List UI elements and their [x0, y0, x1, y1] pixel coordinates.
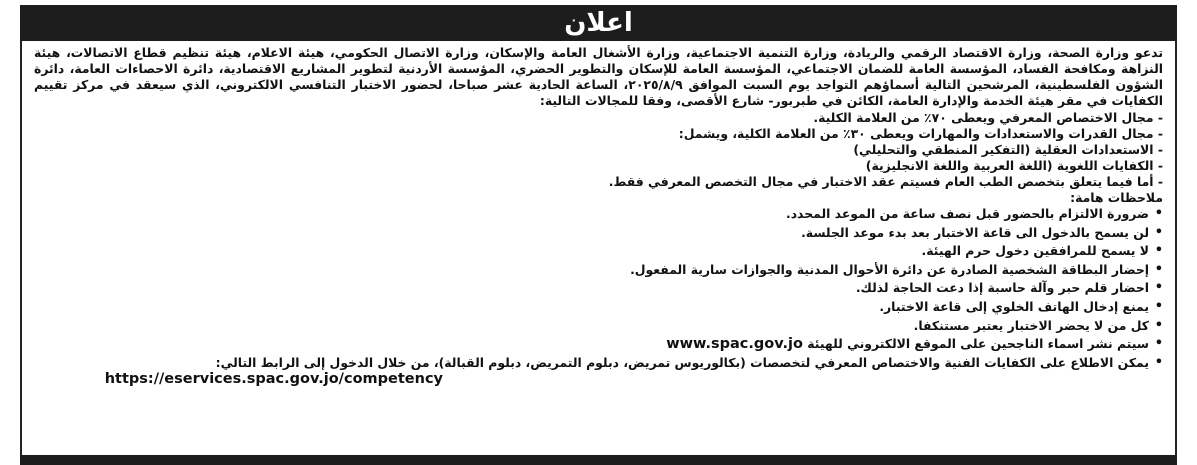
website-link[interactable]: www.spac.gov.jo: [666, 336, 803, 353]
field-item: - مجال الاختصاص المعرفي ويعطى ٧٠٪ من العلامة الكلية.: [34, 110, 1163, 126]
notes-list: [34, 206, 1163, 371]
note-item: • كل من لا يحضر الاختبار يعتبر مستنكفا.: [34, 318, 1163, 334]
announcement-title-bar: [20, 5, 1177, 41]
field-item: - مجال القدرات والاستعدادات والمهارات ويعطى ٣٠٪ من العلامة الكلية، ويشمل:: [34, 126, 1163, 142]
note-item: • إحضار البطاقة الشخصية الصادرة عن دائرة الأحوال المدنية والجوازات سارية المفعول.: [34, 262, 1163, 278]
field-item: - الاستعدادات العقلية (التفكير المنطقي والتحليلي): [34, 142, 1163, 158]
announcement-title: اعلان: [564, 8, 633, 38]
note-item: • يمنع إدخال الهاتف الخلوي إلى قاعة الاختبار.: [34, 299, 1163, 315]
announcement-body: [34, 45, 1163, 387]
note-item-website: [34, 336, 1163, 352]
field-item: - أما فيما يتعلق بتخصص الطب العام فسيتم عقد الاختبار في مجال التخصص المعرفي فقط.: [34, 174, 1163, 190]
website-note-text: سيتم نشر اسماء الناجحين على الموقع الالكتروني للهيئة: [807, 336, 1149, 352]
note-item: • يمكن الاطلاع على الكفايات الفنية والاختصاص المعرفي لتخصصات (بكالوريوس تمريض، دبلوم التمريض، دبلوم القبالة)، من خلال الدخول إلى الرابط التالي:: [34, 355, 1163, 371]
note-item: • احضار قلم حبر وآلة حاسبة إذا دعت الحاجة لذلك.: [34, 280, 1163, 296]
note-item: • لا يسمح للمرافقين دخول حرم الهيئة.: [34, 243, 1163, 259]
field-item: - الكفايات اللغوية (اللغة العربية واللغة الانجليزية): [34, 158, 1163, 174]
intro-paragraph: تدعو وزارة الصحة، وزارة الاقتصاد الرقمي والريادة، وزارة التنمية الاجتماعية، وزارة الأشغال العامة والإسكان، وزارة الاتصال الحكومي، هيئة الاعلام، هيئة تنظيم قطاع الاتصالات، هيئة النزاهة ومكافحة الفساد، المؤسسة العامة للضمان الاجتماعي، المؤسسة العامة للإسكان والتطوير الحضري، المؤسسة الأردنية لتطوير المشاريع الاقتصادية، دائرة الاحصاءات العامة، دائرة الشؤون الفلسطينية، المرشحين التالية أسماؤهم التواجد يوم السبت الموافق ٢٠٢٥/٨/٩، الساعة الحادية عشر صباحا، لحضور الاختبار التنافسي الالكتروني، الذي سيعقد في مركز تقييم الكفايات في مقر هيئة الخدمة والإدارة العامة، الكائن في طبربور- شارع الأقصى، وفقا للمجالات التالية:: [34, 45, 1163, 108]
note-item: • ضرورة الالتزام بالحضور قبل نصف ساعة من الموعد المحدد.: [34, 206, 1163, 222]
competency-link[interactable]: https://eservices.spac.gov.jo/competency: [104, 370, 443, 387]
fields-list: [34, 110, 1163, 190]
announcement-bottom-bar: [20, 455, 1177, 465]
note-item: • لن يسمح بالدخول الى قاعة الاختبار بعد بدء موعد الجلسة.: [34, 225, 1163, 241]
notes-title: ملاحظات هامة:: [1070, 190, 1163, 205]
